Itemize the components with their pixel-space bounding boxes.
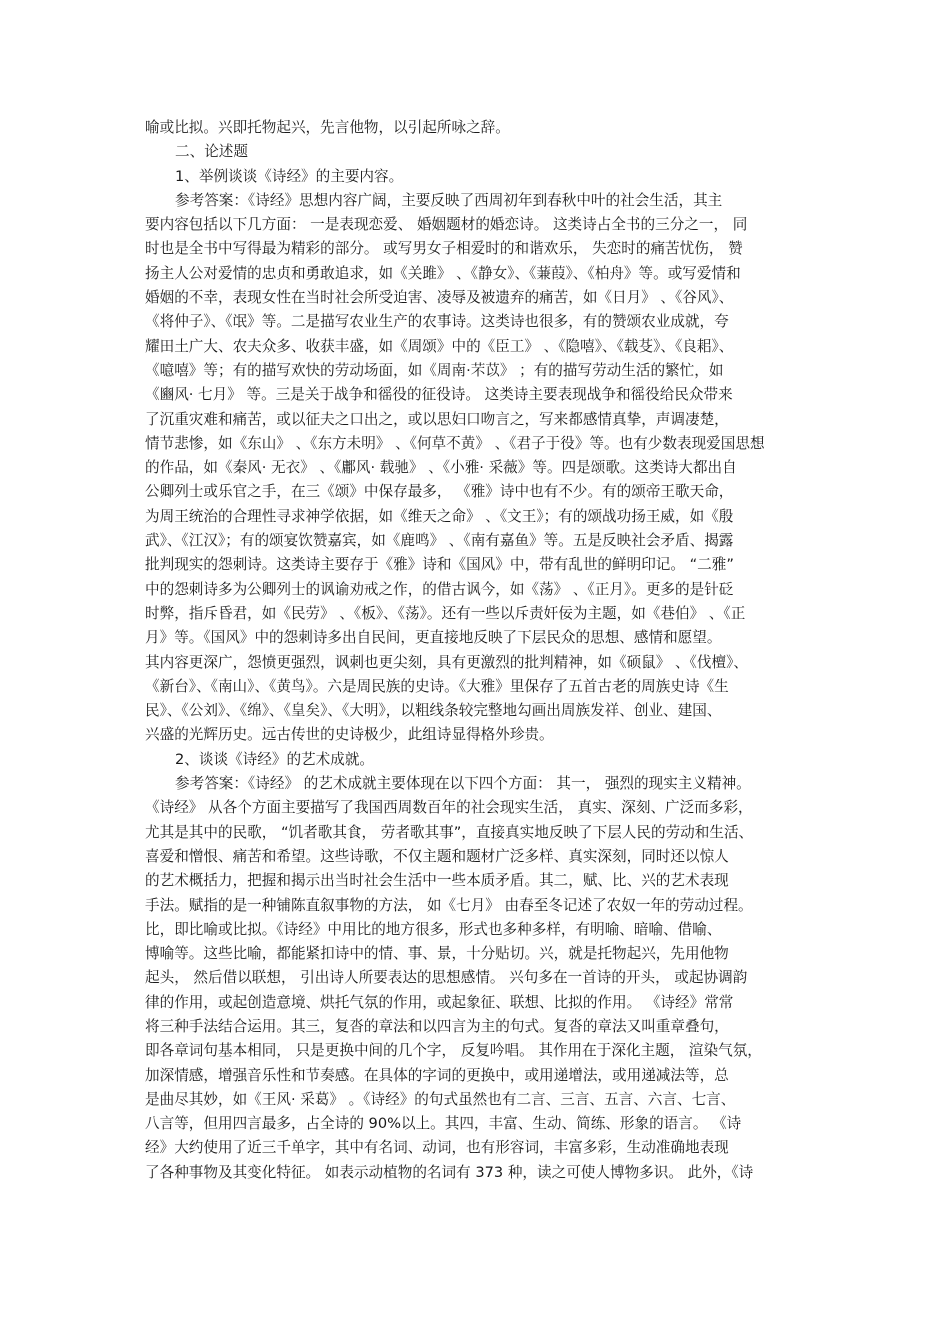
text-line: 二、论述题: [175, 143, 248, 161]
text-line: 武》、《江汉》；有的颂宴饮赞嘉宾，如《鹿鸣》 、《南有嘉鱼》等。五是反映社会矛盾、揭露: [145, 532, 734, 550]
text-line: 参考答案：《诗经》 的艺术成就主要体现在以下四个方面： 其一， 强烈的现实主义精神。: [175, 775, 751, 793]
text-line: 时弊，指斥昏君，如《民劳》 、《板》、《荡》。还有一些以斥责奸佞为主题，如《巷伯》 、《正: [145, 604, 746, 622]
text-line: 手法。赋指的是一种铺陈直叙事物的方法， 如《七月》 由春至冬记述了农奴一年的劳动过程。: [145, 896, 753, 914]
text-line: 博喻等。这些比喻，都能紧扣诗中的情、事、景，十分贴切。兴，就是托物起兴，先用他物: [145, 945, 729, 963]
text-line: 律的作用，或起创造意境、烘托气氛的作用，或起象征、联想、比拟的作用。 《诗经》常常: [145, 993, 734, 1011]
text-line: 《将仲子》、《氓》等。二是描写农业生产的农事诗。这类诗也很多，有的赞颂农业成就，夸: [145, 313, 729, 331]
text-line: 的作品，如《秦风· 无衣》 、《鄘风· 载驰》 、《小雅· 采薇》等。四是颂歌。这类诗大都出自: [145, 459, 737, 477]
text-line: 婚姻的不幸，表现女性在当时社会所受迫害、凌辱及被遗弃的痛苦，如《日月》 、《谷风》、: [145, 289, 734, 307]
text-line: 喻或比拟。兴即托物起兴，先言他物，以引起所咏之辞。: [145, 119, 510, 136]
text-line: 《新台》、《南山》、《黄鸟》。六是周民族的史诗。《大雅》里保存了五首古老的周族史诗《生: [145, 677, 729, 695]
text-line: 公卿列士或乐官之手，在三《颂》中保存最多， 《雅》诗中也有不少。有的颂帝王歌天命，: [145, 483, 734, 501]
text-line: 参考答案：《诗经》思想内容广阔，主要反映了西周初年到春秋中叶的社会生活，其主: [175, 191, 723, 209]
text-line: 时也是全书中写得最为精彩的部分。 或写男女子相爱时的和谐欢乐， 失恋时的痛苦忧伤， 赞: [145, 240, 743, 258]
text-line: 比，即比喻或比拟。《诗经》中用比的地方很多，形式也多种多样，有明喻、暗喻、借喻、: [145, 920, 722, 938]
text-line: 要内容包括以下几方面： 一是表现恋爱、 婚姻题材的婚恋诗。 这类诗占全书的三分之一， 同: [145, 216, 748, 234]
text-line: 《噫嘻》等；有的描写欢快的劳动场面，如《周南·芣苡》 ；有的描写劳动生活的繁忙，如: [145, 361, 724, 379]
text-line: 批判现实的怨刺诗。这类诗主要存于《雅》诗和《国风》中，带有乱世的鲜明印记。 “二雅”: [145, 556, 734, 574]
text-line: 是曲尽其妙，如《王风· 采葛》 。《诗经》的句式虽然也有二言、三言、五言、六言、七言、: [145, 1090, 736, 1108]
document-body: [145, 116, 810, 1185]
text-line: 经》大约使用了近三千单字，其中有名词、动词，也有形容词，丰富多彩，生动准确地表现: [145, 1139, 729, 1157]
text-line: 将三种手法结合运用。其三，复沓的章法和以四言为主的句式。复沓的章法又叫重章叠句，: [145, 1017, 729, 1035]
text-line: 中的怨刺诗多为公卿列士的讽谕劝戒之作，的借古讽今，如《荡》 、《正月》。更多的是针砭: [145, 580, 734, 598]
text-line: 加深情感，增强音乐性和节奏感。在具体的字词的更换中，或用递增法，或用递减法等，总: [145, 1066, 729, 1084]
text-line: 民》、《公刘》、《绵》、《皇矣》、《大明》，以粗线条较完整地勾画出周族发祥、创业、建国、: [145, 702, 722, 720]
text-line: 1、举例谈谈《诗经》的主要内容。: [175, 167, 404, 185]
text-line: 的艺术概括力，把握和揭示出当时社会生活中一些本质矛盾。其二，赋、比、兴的艺术表现: [145, 872, 729, 890]
text-line: 2、谈谈《诗经》的艺术成就。: [175, 750, 375, 768]
text-line: 喜爱和憎恨、痛苦和希望。这些诗歌，不仅主题和题材广泛多样、真实深刻，同时还以惊人: [145, 847, 729, 865]
text-line: 了各种事物及其变化特征。 如表示动植物的名词有 373 种，读之可使人博物多识。 此外，《诗: [145, 1163, 754, 1181]
text-line: 八言等，但用四言最多，占全诗的 90%以上。其四，丰富、生动、简练、形象的语言。 《诗: [145, 1115, 742, 1133]
text-line: 耀田土广大、农夫众多、收获丰盛，如《周颂》中的《臣工》 、《隐嘻》、《载芟》、《良耜》、: [145, 337, 734, 355]
text-line: 《豳风· 七月》 等。三是关于战争和徭役的征役诗。 这类诗主要表现战争和徭役给民众带来: [145, 386, 733, 404]
text-line: 尤其是其中的民歌， “饥者歌其食， 劳者歌其事”，直接真实地反映了下层人民的劳动和生活、: [145, 823, 754, 841]
text-line: 即各章词句基本相同， 只是更换中间的几个字， 反复吟唱。 其作用在于深化主题， 渲染气氛，: [145, 1042, 762, 1060]
text-line: 《诗经》 从各个方面主要描写了我国西周数百年的社会现实生活， 真实、深刻、广泛而多彩，: [145, 799, 753, 817]
text-line: 起头， 然后借以联想， 引出诗人所要表达的思想感情。 兴句多在一首诗的开头， 或起协调韵: [145, 969, 748, 987]
text-line: 月》等。《国风》中的怨刺诗多出自民间，更直接地反映了下层民众的思想、感情和愿望。: [145, 629, 722, 647]
text-line: 了沉重灾难和痛苦，或以征夫之口出之，或以思妇口吻言之，写来都感情真挚，声调凄楚，: [145, 410, 729, 428]
text-line: 为周王统治的合理性寻求神学依据，如《维天之命》 、《文王》；有的颂战功扬王威，如《殷: [145, 507, 734, 525]
text-line: 兴盛的光辉历史。远古传世的史诗极少，此组诗显得格外珍贵。: [145, 726, 554, 744]
text-line: 其内容更深广，怨愤更强烈，讽刺也更尖刻，具有更激烈的批判精神，如《硕鼠》 、《伐檀》、: [145, 653, 748, 671]
text-line: 情节悲惨，如《东山》 、《东方未明》 、《何草不黄》 、《君子于役》等。也有少数表现爱国思想: [145, 434, 765, 452]
text-line: 扬主人公对爱情的忠贞和勇敢追求，如《关雎》 、《静女》、《蒹葭》、《柏舟》等。或写爱情和: [145, 264, 741, 282]
